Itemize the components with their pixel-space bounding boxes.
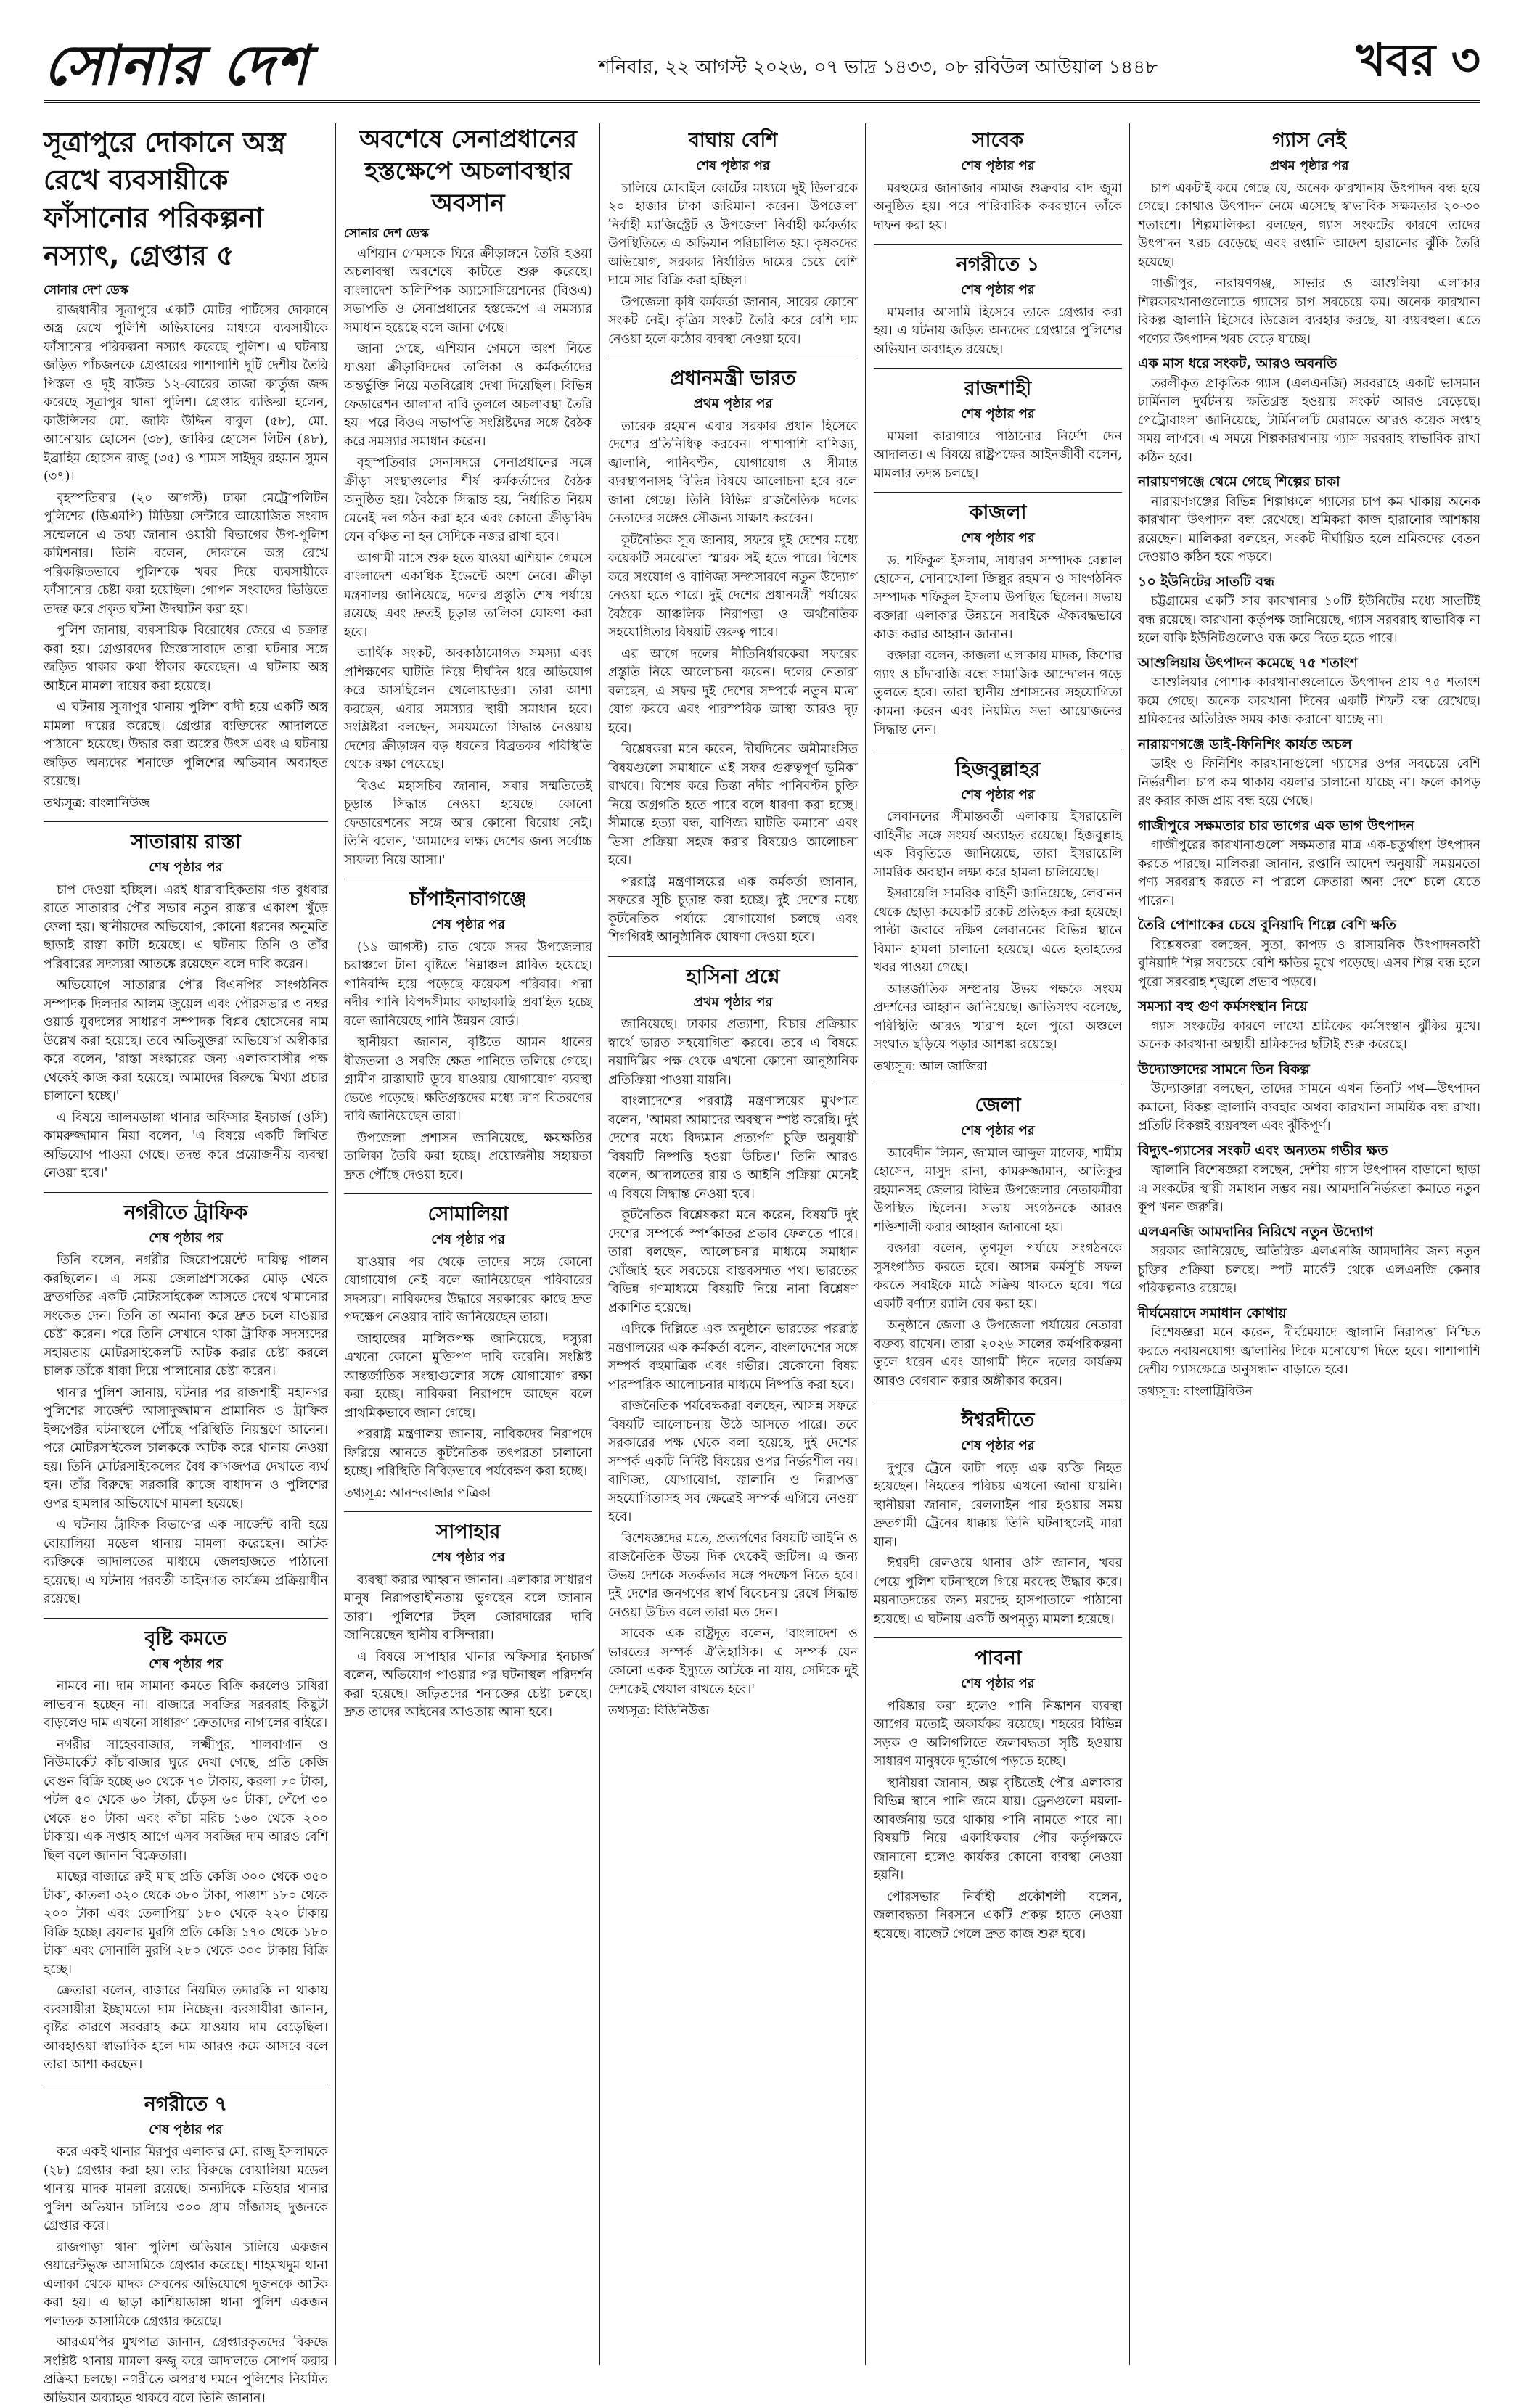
continuation-label: শেষ পৃষ্ঠার পর xyxy=(149,860,223,875)
paragraph: তারেক রহমান এবার সরকার প্রধান হিসেবে দেশের প্রতিনিধিত্ব করবেন। পাশাপাশি বাণিজ্য, জ্বালানি, পানিবণ্টন, যোগাযোগ ও সীমান্ত ব্যবস্থাপনাসহ বিভিন্ন বিষয়ে আলোচনা হবে বলে জানা গেছে। তিনি বিভিন্ন রাজনৈতিক দলের নেতাদের সঙ্গেও সৌজন্য সাক্ষাৎ করবেন। xyxy=(608,419,858,526)
continuation-label: শেষ পৃষ্ঠার পর xyxy=(961,786,1035,802)
paragraph: আবেদীন লিমন, জামাল আব্দুল মালেক, শামীম হোসেন, মাসুদ রানা, কামরুজ্জামান, আতিকুর রহমানসহ জেলার বিভিন্ন উপজেলার নেতাকর্মীরা উপস্থিত ছিলেন। সভায় সংগঠনকে আরও শক্তিশালী করার আহ্বান জানানো হয়। xyxy=(874,1146,1122,1235)
headline: সোমালিয়া xyxy=(427,1203,509,1225)
byline: সোনার দেশ ডেস্ক xyxy=(44,283,128,297)
column-3 xyxy=(608,123,858,2365)
paragraph: চট্টগ্রামের একটি সার কারখানার ১০টি ইউনিটের মধ্যে সাতটিই বন্ধ রয়েছে। কারখানা কর্তৃপক্ষ জানিয়েছে, গ্যাস সরবরাহ স্বাভাবিক না হলে বাকি ইউনিটগুলোও বন্ধ করে দিতে হতে পারে। xyxy=(1138,594,1480,646)
headline: পাবনা xyxy=(974,1647,1022,1669)
paragraph: চালিয়ে মোবাইল কোর্টের মাধ্যমে দুই ডিলারকে ২০ হাজার টাকা জরিমানা করেন। উপজেলা নির্বাহী ম্যাজিস্ট্রেট ও উপজেলা নির্বাহী কর্মকর্তার উপস্থিতিতে এ অভিযান পরিচালিত হয়। কৃষকদের অভিযোগ, সরকার নির্ধারিত দামের চেয়ে বেশি দামে সার বিক্রি করা হচ্ছিল। xyxy=(608,181,858,288)
continuation-label: শেষ পৃষ্ঠার পর xyxy=(696,158,770,173)
byline: সোনার দেশ ডেস্ক xyxy=(344,226,429,241)
paragraph: স্থানীয়রা জানান, বৃষ্টিতে আমন ধানের বীজতলা ও সবজি ক্ষেত পানিতে তলিয়ে গেছে। গ্রামীণ রাস্তাঘাট ডুবে যাওয়ায় যোগাযোগ ব্যবস্থা ভেঙে পড়েছে। ক্ষতিগ্রস্তদের মধ্যে ত্রাণ বিতরণের দাবি জানিয়েছেন তারা। xyxy=(344,1035,592,1124)
subheading: এলএনজি আমদানির নিরিখে নতুন উদ্যোগ xyxy=(1138,1223,1374,1240)
newspaper-logo: সোনার দেশ xyxy=(44,33,310,97)
continuation-label: প্রথম পৃষ্ঠার পর xyxy=(1269,158,1349,173)
paragraph: বিশ্লেষকরা বলছেন, সুতা, কাপড় ও রাসায়নিক উৎপাদনকারী বুনিয়াদি শিল্প সবচেয়ে বেশি ক্ষতির মুখে পড়েছে। এসব শিল্প বন্ধ হলে পুরো সরবরাহ শৃঙ্খলে প্রভাব পড়বে। xyxy=(1138,937,1480,990)
headline: নগরীতে ট্রাফিক xyxy=(123,1201,248,1224)
headline: জেলা xyxy=(975,1094,1021,1117)
paragraph: আরএমপির মুখপাত্র জানান, গ্রেপ্তারকৃতদের বিরুদ্ধে সংশ্লিষ্ট থানায় মামলা রুজু করে আদালতে সোপর্দ করার প্রক্রিয়া চলছে। নগরীতে অপরাধ দমনে পুলিশের নিয়মিত অভিযান অব্যাহত থাকবে বলে তিনি জানান। xyxy=(44,2335,328,2406)
paragraph: রাজধানীর সূত্রাপুরে একটি মোটর পার্টসের দোকানে অস্ত্র রেখে পুলিশি অভিযানের মাধ্যমে ব্যবসায়ীকে ফাঁসানোর পরিকল্পনা নস্যাৎ করেছে পুলিশ। এ ঘটনায় জড়িত পাঁচজনকে গ্রেপ্তারের পাশাপাশি দুটি দেশীয় তৈরি পিস্তল ও দুই রাউন্ড ১২-বোরের তাজা কার্তুজ জব্দ করেছে সূত্রাপুর থানা পুলিশ। গ্রেপ্তার ব্যক্তিরা হলেন, কাউন্সিলর মো. জাকি উদ্দিন বাবুল (৫৮), মো. আনোয়ার হোসেন (৩৮), জাকির হোসেন লিটন (৪৮), ইব্রাহিম হোসেন রাজু (৩৫) ও শামস সাইদুর রহমান সুমন (৩৭)। xyxy=(44,303,328,484)
column-4 xyxy=(874,123,1122,2365)
paragraph: জাহাজের মালিকপক্ষ জানিয়েছে, দস্যুরা এখনো কোনো মুক্তিপণ দাবি করেনি। সংশ্লিষ্ট আন্তর্জাতিক সংস্থাগুলোর সঙ্গে যোগাযোগ রক্ষা করা হচ্ছে। নাবিকরা নিরাপদে আছেন বলে প্রাথমিকভাবে জানা গেছে। xyxy=(344,1331,592,1421)
subheading: নারায়ণগঞ্জে থেমে গেছে শিল্পের চাকা xyxy=(1138,474,1340,490)
headline: বৃষ্টি কমতে xyxy=(144,1627,227,1650)
column-rule xyxy=(599,123,600,2365)
divider xyxy=(344,1511,592,1512)
headline: হাসিনা প্রশ্নে xyxy=(686,965,780,988)
paragraph: আশুলিয়ার পোশাক কারখানাগুলোতে উৎপাদন প্রায় ৭৫ শতাংশ কমে গেছে। অনেক কারখানা দিনের একটি শিফট বন্ধ রেখেছে। শ্রমিকদের অতিরিক্ত সময় কাজ করানো যাচ্ছে না। xyxy=(1138,675,1480,727)
headline: ঈশ্বরদীতে xyxy=(961,1409,1035,1431)
paragraph: আন্তর্জাতিক সম্প্রদায় উভয় পক্ষকে সংযম প্রদর্শনের আহ্বান জানিয়েছে। জাতিসংঘ বলেছে, পরিস্থিতি আরও খারাপ হলে পুরো অঞ্চলে সংঘাত ছড়িয়ে পড়ার আশঙ্কা রয়েছে। xyxy=(874,982,1122,1052)
paragraph: নগরীর সাহেববাজার, লক্ষ্মীপুর, শালবাগান ও নিউমার্কেট কাঁচাবাজার ঘুরে দেখা গেছে, প্রতি কেজি বেগুন বিক্রি হচ্ছে ৬০ থেকে ৭০ টাকায়, করলা ৮০ টাকা, পটল ৫০ থেকে ৬০ টাকা, ঢেঁড়স ৬০ টাকা, পেঁপে ৩০ থেকে ৪০ টাকা এবং কাঁচা মরিচ ১৬০ থেকে ২০০ টাকায়। এক সপ্তাহ আগে এসব সবজির দাম আরও বেশি ছিল বলে জানান বিক্রেতারা। xyxy=(44,1737,328,1863)
paragraph: মরহুমের জানাজার নামাজ শুক্রবার বাদ জুমা অনুষ্ঠিত হয়। পরে পারিবারিক কবরস্থানে তাঁকে দাফন করা হয়। xyxy=(874,181,1122,233)
paragraph: থানার পুলিশ জানায়, ঘটনার পর রাজশাহী মহানগর পুলিশের সার্জেন্ট আসাদুজ্জামান প্রামানিক ও ট্রাফিক ইন্সপেক্টর ঘটনাস্থলে পৌঁছে পরিস্থিতি নিয়ন্ত্রণে আনেন। পরে মোটরসাইকেল চালককে আটক করে থানায় নেওয়া হয়। তিনি মোটরসাইকেলের বৈধ কাগজপত্র দেখাতে ব্যর্থ হন। তাঁর বিরুদ্ধে সরকারি কাজে বাধাদান ও পুলিশের ওপর হামলার অভিযোগে মামলা হয়েছে। xyxy=(44,1385,328,1511)
paragraph: উপজেলা কৃষি কর্মকর্তা জানান, সারের কোনো সংকট নেই। কৃত্রিম সংকট তৈরি করে বেশি দাম নেওয়া হলে কঠোর ব্যবস্থা নেওয়া হবে। xyxy=(608,295,858,347)
divider xyxy=(44,1192,328,1193)
source-credit: তথ্যসূত্র: আনন্দবাজার পত্রিকা xyxy=(344,1485,491,1500)
paragraph: বক্তারা বলেন, তৃণমূল পর্যায়ে সংগঠনকে সুসংগঠিত করতে হবে। আসন্ন কর্মসূচি সফল করতে সবাইকে মাঠে সক্রিয় থাকতে হবে। পরে একটি বর্ণাঢ্য র‌্যালি বের করা হয়। xyxy=(874,1241,1122,1312)
paragraph: এশিয়ান গেমসকে ঘিরে ক্রীড়াঙ্গনে তৈরি হওয়া অচলাবস্থা অবশেষে কাটতে শুরু করেছে। বাংলাদেশ অলিম্পিক অ্যাসোসিয়েশনের (বিওএ) সভাপতি ও সেনাপ্রধানের হস্তক্ষেপে এ সমস্যার সমাধান হয়েছে বলে জানা গেছে। xyxy=(344,246,592,335)
column-rule xyxy=(1129,123,1130,2365)
paragraph: পররাষ্ট্র মন্ত্রণালয়ের এক কর্মকর্তা জানান, সফরের সূচি চূড়ান্ত করা হচ্ছে। দুই দেশের মধ্যে কূটনৈতিক পর্যায়ে যোগাযোগ চলছে এবং শিগগিরই আনুষ্ঠানিক ঘোষণা দেওয়া হবে। xyxy=(608,874,858,945)
headline: রাজশাহী xyxy=(964,377,1032,400)
headline: সাবেক xyxy=(972,129,1024,152)
divider xyxy=(608,956,858,957)
paragraph: অভিযোগে সাতারার পৌর বিএনপির সাংগঠনিক সম্পাদক দিলদার আলম জুয়েল এবং পৌরসভার ৩ নম্বর ওয়ার্ড যুবদলের সাধারণ সম্পাদক বিপ্লব হোসেনের নাম উল্লেখ করা হয়েছে। তবে অভিযুক্তরা অভিযোগ অস্বীকার করে বলেন, 'রাস্তা সংস্কারের জন্য এলাকাবাসীর পক্ষ থেকেই কাজ করা হয়েছে। আমাদের বিরুদ্ধে মিথ্যা প্রচার চালানো হচ্ছে।' xyxy=(44,978,328,1104)
column-rule xyxy=(335,123,336,2365)
continuation-label: শেষ পৃষ্ঠার পর xyxy=(961,406,1035,422)
section-label: খবর ৩ xyxy=(1356,33,1480,86)
column-2 xyxy=(344,123,592,2365)
divider xyxy=(44,821,328,822)
headline: নগরীতে ১ xyxy=(956,253,1040,276)
headline: নগরীতে ৭ xyxy=(144,2092,228,2116)
paragraph: নারায়ণগঞ্জের বিভিন্ন শিল্পাঞ্চলে গ্যাসের চাপ কম থাকায় অনেক কারখানা উৎপাদন বন্ধ রেখেছে। শ্রমিকরা কাজ হারানোর আশঙ্কায় রয়েছেন। মালিকরা বলছেন, সংকট দীর্ঘায়িত হলে শ্রমিকদের বেতন দেওয়াও কঠিন হয়ে পড়বে। xyxy=(1138,494,1480,564)
paragraph: নামবে না। দাম সামান্য কমতে বিক্রি করলেও চাষিরা লাভবান হচ্ছেন না। বাজারে সবজির সরবরাহ কিছুটা বাড়লেও দাম এখনো সাধারণ ক্রেতাদের নাগালের বাইরে। xyxy=(44,1679,328,1730)
headline: বাঘায় বেশি xyxy=(688,129,778,152)
paragraph: জানা গেছে, এশিয়ান গেমসে অংশ নিতে যাওয়া ক্রীড়াবিদদের তালিকা ও কর্মকর্তাদের অন্তর্ভুক্তি নিয়ে মতবিরোধ দেখা দিয়েছিল। বিভিন্ন ফেডারেশন আলাদা দাবি তুললে অচলাবস্থা তৈরি হয়। পরে বিওএ সভাপতি সংশ্লিষ্টদের সঙ্গে বৈঠক করে সমস্যার সমাধান করেন। xyxy=(344,342,592,449)
paragraph: তরলীকৃত প্রাকৃতিক গ্যাস (এলএনজি) সরবরাহে একটি ভাসমান টার্মিনাল দুর্ঘটনায় ক্ষতিগ্রস্ত হওয়ায় সংকট আরও বেড়েছে। পেট্রোবাংলা জানিয়েছে, টার্মিনালটি মেরামতে আরও কয়েক সপ্তাহ সময় লাগবে। এ সময়ে শিল্পকারখানায় গ্যাস সরবরাহ স্বাভাবিক রাখা কঠিন হবে। xyxy=(1138,376,1480,465)
paragraph: এ ঘটনায় ট্রাফিক বিভাগের এক সার্জেন্ট বাদী হয়ে বোয়ালিয়া মডেল থানায় মামলা করেছেন। আটক ব্যক্তিকে আদালতের মাধ্যমে জেলহাজতে পাঠানো হয়েছে। এ ঘটনায় পরবর্তী আইনগত কার্যক্রম প্রক্রিয়াধীন রয়েছে। xyxy=(44,1518,328,1606)
source-credit: তথ্যসূত্র: বিডিনিউজ xyxy=(608,1704,709,1718)
source-credit: তথ্যসূত্র: আল জাজিরা xyxy=(874,1059,987,1074)
divider xyxy=(874,368,1122,369)
continuation-label: শেষ পৃষ্ঠার পর xyxy=(961,1438,1035,1453)
paragraph: ব্যবস্থা করার আহ্বান জানান। এলাকার সাধারণ মানুষ নিরাপত্তাহীনতায় ভুগছেন বলে জানান তারা। পুলিশের টহল জোরদারের দাবি জানিয়েছেন স্থানীয় বাসিন্দারা। xyxy=(344,1572,592,1643)
subheading: আশুলিয়ায় উৎপাদন কমেছে ৭৫ শতাংশ xyxy=(1138,654,1358,671)
paragraph: এ বিষয়ে সাপাহার থানার অফিসার ইনচার্জ বলেন, অভিযোগ পাওয়ার পর ঘটনাস্থল পরিদর্শন করা হয়েছে। জড়িতদের শনাক্তের চেষ্টা চলছে। দ্রুত তাদের আইনের আওতায় আনা হবে। xyxy=(344,1649,592,1719)
continuation-label: শেষ পৃষ্ঠার পর xyxy=(961,1676,1035,1691)
continuation-label: শেষ পৃষ্ঠার পর xyxy=(149,2121,223,2137)
continuation-label: শেষ পৃষ্ঠার পর xyxy=(961,282,1035,297)
continuation-label: শেষ পৃষ্ঠার পর xyxy=(961,1123,1035,1138)
paragraph: রাজপাড়া থানা পুলিশ অভিযান চালিয়ে একজন ওয়ারেন্টভুক্ত আসামিকে গ্রেপ্তার করেছে। শাহমখদুম থানা এলাকা থেকে মাদক সেবনের অভিযোগে দুজনকে আটক করা হয়। এ ছাড়া কাশিয়াডাঙ্গা থানা পুলিশ একজন পলাতক আসামিকে গ্রেপ্তার করেছে। xyxy=(44,2240,328,2329)
subheading: নারায়ণগঞ্জে ডাই-ফিনিশিং কার্যত অচল xyxy=(1138,736,1352,752)
source-credit: তথ্যসূত্র: বাংলাট্রিবিউন xyxy=(1138,1384,1253,1399)
subheading: দীর্ঘমেয়াদে সমাধান কোথায় xyxy=(1138,1304,1287,1321)
continuation-label: শেষ পৃষ্ঠার পর xyxy=(431,1550,505,1565)
headline: সাপাহার xyxy=(435,1521,501,1543)
headline: অবশেষে সেনাপ্রধানের হস্তক্ষেপে অচলাবস্থার অবসান xyxy=(359,125,577,218)
paragraph: লেবাননের সীমান্তবর্তী এলাকায় ইসরায়েলি বাহিনীর সঙ্গে সংঘর্ষ অব্যাহত রয়েছে। হিজবুল্লাহ এক বিবৃতিতে জানিয়েছে, তারা ইসরায়েলি সামরিক অবস্থান লক্ষ্য করে হামলা চালিয়েছে। xyxy=(874,810,1122,880)
paragraph: গাজীপুরের কারখানাগুলো সক্ষমতার মাত্র এক-চতুর্থাংশ উৎপাদন করতে পারছে। মালিকরা জানান, রপ্তানি আদেশ অনুযায়ী সময়মতো পণ্য সরবরাহ করতে না পারলে ক্রেতারা অন্য দেশে চলে যেতে পারেন। xyxy=(1138,838,1480,908)
paragraph: বাংলাদেশের পররাষ্ট্র মন্ত্রণালয়ের মুখপাত্র বলেন, 'আমরা আমাদের অবস্থান স্পষ্ট করেছি। দুই দেশের মধ্যে বিদ্যমান প্রত্যর্পণ চুক্তি অনুযায়ী বিষয়টি নিষ্পত্তি হওয়া উচিত।' তিনি আরও বলেন, আদালতের রায় ও আইনি প্রক্রিয়া মেনেই এ বিষয়ে সিদ্ধান্ত নেওয়া হবে। xyxy=(608,1094,858,1201)
headline: চাঁপাইনাবাগঞ্জে xyxy=(409,888,527,911)
subheading: এক মাস ধরে সংকট, আরও অবনতি xyxy=(1138,356,1337,371)
continuation-label: শেষ পৃষ্ঠার পর xyxy=(961,158,1035,173)
paragraph: কূটনৈতিক সূত্র জানায়, সফরে দুই দেশের মধ্যে কয়েকটি সমঝোতা স্মারক সই হতে পারে। বিশেষ করে সংযোগ ও বাণিজ্য সম্প্রসারণে নতুন উদ্যোগ নেওয়া হতে পারে। দুই দেশের প্রধানমন্ত্রী পর্যায়ের বৈঠকে আঞ্চলিক নিরাপত্তা ও অর্থনৈতিক সহযোগিতার বিষয়টি গুরুত্ব পাবে। xyxy=(608,533,858,640)
paragraph: উপজেলা প্রশাসন জানিয়েছে, ক্ষয়ক্ষতির তালিকা তৈরি করা হচ্ছে। প্রয়োজনীয় সহায়তা দ্রুত পৌঁছে দেওয়া হবে। xyxy=(344,1130,592,1183)
paragraph: বিওএ মহাসচিব জানান, সবার সম্মতিতেই চূড়ান্ত সিদ্ধান্ত নেওয়া হয়েছে। কোনো ফেডারেশনের সঙ্গে আর কোনো বিরোধ নেই। তিনি বলেন, 'আমাদের লক্ষ্য দেশের জন্য সর্বোচ্চ সাফল্য নিয়ে আসা।' xyxy=(344,778,592,868)
paragraph: বক্তারা বলেন, কাজলা এলাকায় মাদক, কিশোর গ্যাং ও চাঁদাবাজি বন্ধে সামাজিক আন্দোলন গড়ে তুলতে হবে। তারা স্থানীয় প্রশাসনের সহযোগিতা কামনা করেন এবং নিয়মিত সভা আয়োজনের সিদ্ধান্ত নেন। xyxy=(874,649,1122,737)
paragraph: সরকার জানিয়েছে, অতিরিক্ত এলএনজি আমদানির জন্য নতুন চুক্তির প্রক্রিয়া চলছে। স্পট মার্কেট থেকে এলএনজি কেনার পরিকল্পনাও রয়েছে। xyxy=(1138,1244,1480,1296)
subheading: তৈরি পোশাকের চেয়ে বুনিয়াদি শিল্পে বেশি ক্ষতি xyxy=(1138,917,1396,933)
continuation-label: শেষ পৃষ্ঠার পর xyxy=(431,1232,505,1247)
continuation-label: শেষ পৃষ্ঠার পর xyxy=(961,530,1035,546)
paragraph: এ বিষয়ে আলমডাঙ্গা থানার অফিসার ইনচার্জ (ওসি) কামরুজ্জামান মিয়া বলেন, 'এ বিষয়ে একটি লিখিত অভিযোগ পাওয়া গেছে। তদন্ত করে প্রয়োজনীয় ব্যবস্থা নেওয়া হবে।' xyxy=(44,1110,328,1180)
paragraph: ডাইং ও ফিনিশিং কারখানাগুলো গ্যাসের ওপর সবচেয়ে বেশি নির্ভরশীল। চাপ কম থাকায় বয়লার চালানো যাচ্ছে না। ফলে কাপড় রং করার কাজ প্রায় বন্ধ হয়ে গেছে। xyxy=(1138,757,1480,808)
paragraph: বিশেষজ্ঞরা মনে করেন, দীর্ঘমেয়াদে জ্বালানি নিরাপত্তা নিশ্চিত করতে নবায়নযোগ্য জ্বালানির দিকে মনোযোগ দিতে হবে। পাশাপাশি দেশীয় গ্যাসক্ষেত্রে অনুসন্ধান বাড়াতে হবে। xyxy=(1138,1326,1480,1377)
paragraph: অনুষ্ঠানে জেলা ও উপজেলা পর্যায়ের নেতারা বক্তব্য রাখেন। তারা ২০২৬ সালের কর্মপরিকল্পনা তুলে ধরেন এবং আগামী দিনে দলের কার্যক্রম আরও বেগবান করার অঙ্গীকার করেন। xyxy=(874,1318,1122,1389)
paragraph: করে একই থানার মিরপুর এলাকার মো. রাজু ইসলামকে (২৮) গ্রেপ্তার করা হয়। তার বিরুদ্ধে বোয়ালিয়া মডেল থানায় মাদক মামলা রয়েছে। অন্যদিকে মতিহার থানার পুলিশ অভিযান চালিয়ে ৩০০ গ্রাম গাঁজাসহ দুজনকে গ্রেপ্তার করে। xyxy=(44,2145,328,2233)
paragraph: বৃহস্পতিবার (২০ আগস্ট) ঢাকা মেট্রোপলিটন পুলিশের (ডিএমপি) মিডিয়া সেন্টারে আয়োজিত সংবাদ সম্মেলনে এ তথ্য জানান ওয়ারী বিভাগের উপ-পুলিশ কমিশনার। তিনি বলেন, দোকানে অস্ত্র রেখে পরিকল্পিতভাবে পুলিশকে খবর দিয়ে ব্যবসায়ীকে ফাঁসানোর চেষ্টা করা হয়েছিল। গোপন সংবাদের ভিত্তিতে তদন্ত করে প্রকৃত ঘটনা উদঘাটন করা হয়। xyxy=(44,490,328,617)
paragraph: বিশেষজ্ঞদের মতে, প্রত্যর্পণের বিষয়টি আইনি ও রাজনৈতিক উভয় দিক থেকেই জটিল। এ জন্য উভয় দেশকে সতর্কতার সঙ্গে পদক্ষেপ নিতে হবে। দুই দেশের জনগণের স্বার্থ বিবেচনায় রেখে সিদ্ধান্ত নেওয়া উচিত বলে তারা মত দেন। xyxy=(608,1531,858,1620)
paragraph: মামলার আসামি হিসেবে তাকে গ্রেপ্তার করা হয়। এ ঘটনায় জড়িত অন্যদের গ্রেপ্তারে পুলিশের অভিযান অব্যাহত রয়েছে। xyxy=(874,305,1122,357)
paragraph: এদিকে দিল্লিতে এক অনুষ্ঠানে ভারতের পররাষ্ট্র মন্ত্রণালয়ের এক কর্মকর্তা বলেন, বাংলাদেশের সঙ্গে সম্পর্ক বহুমাত্রিক এবং গভীর। যেকোনো বিষয় পারস্পরিক আলোচনার মাধ্যমে নিষ্পত্তি করা হবে। xyxy=(608,1322,858,1392)
continuation-label: শেষ পৃষ্ঠার পর xyxy=(149,1656,223,1672)
paragraph: দুপুরে ট্রেনে কাটা পড়ে এক ব্যক্তি নিহত হয়েছেন। নিহতের পরিচয় এখনো জানা যায়নি। স্থানীয়রা জানান, রেললাইন পার হওয়ার সময় দ্রুতগামী ট্রেনের ধাক্কায় তিনি ঘটনাস্থলেই মারা যান। xyxy=(874,1460,1122,1550)
continuation-label: শেষ পৃষ্ঠার পর xyxy=(431,917,505,932)
column-1 xyxy=(44,123,328,2406)
paragraph: পরিষ্কার করা হলেও পানি নিষ্কাশন ব্যবস্থা আগের মতোই অকার্যকর রয়েছে। শহরের বিভিন্ন সড়ক ও অলিগলিতে জলাবদ্ধতা সৃষ্টি হওয়ায় সাধারণ মানুষকে দুর্ভোগে পড়তে হচ্ছে। xyxy=(874,1698,1122,1769)
column-rule xyxy=(865,123,866,2365)
paragraph: ক্রেতারা বলেন, বাজারে নিয়মিত তদারকি না থাকায় ব্যবসায়ীরা ইচ্ছামতো দাম নিচ্ছেন। ব্যবসায়ীরা জানান, বৃষ্টির কারণে সরবরাহ কমে যাওয়ায় দাম বেড়েছিল। আবহাওয়া স্বাভাবিক হলে দাম আরও কমে আসবে বলে তারা আশা করছেন। xyxy=(44,1984,328,2072)
paragraph: সাবেক এক রাষ্ট্রদূত বলেন, 'বাংলাদেশ ও ভারতের সম্পর্ক ঐতিহাসিক। এ সম্পর্ক যেন কোনো একক ইস্যুতে আটকে না যায়, সেদিকে দুই দেশকেই খেয়াল রাখতে হবে।' xyxy=(608,1627,858,1697)
paragraph: বিশ্লেষকরা মনে করেন, দীর্ঘদিনের অমীমাংসিত বিষয়গুলো সমাধানে এই সফর গুরুত্বপূর্ণ ভূমিকা রাখবে। বিশেষ করে তিস্তা নদীর পানিবণ্টন চুক্তি নিয়ে অগ্রগতি হতে পারে বলে ধারণা করা হচ্ছে। সীমান্তে হত্যা বন্ধ, বাণিজ্য ঘাটতি কমানো এবং ভিসা প্রক্রিয়া সহজ করার বিষয়েও আলোচনা হবে। xyxy=(608,742,858,868)
paragraph: জ্বালানি বিশেষজ্ঞরা বলছেন, দেশীয় গ্যাস উৎপাদন বাড়ানো ছাড়া এ সংকটের স্থায়ী সমাধান সম্ভব নয়। আমদানিনির্ভরতা কমাতে নতুন কূপ খনন জরুরি। xyxy=(1138,1163,1480,1215)
paragraph: ঈশ্বরদী রেলওয়ে থানার ওসি জানান, খবর পেয়ে পুলিশ ঘটনাস্থলে গিয়ে মরদেহ উদ্ধার করে। ময়নাতদন্তের জন্য মরদেহ হাসপাতালে পাঠানো হয়েছে। এ ঘটনায় একটি অপমৃত্যু মামলা হয়েছে। xyxy=(874,1556,1122,1627)
paragraph: রাজনৈতিক পর্যবেক্ষকরা বলছেন, আসন্ন সফরে বিষয়টি আলোচনায় উঠে আসতে পারে। তবে সরকারের পক্ষ থেকে বলা হয়েছে, দুই দেশের সম্পর্ক একটি নির্দিষ্ট বিষয়ের ওপর নির্ভরশীল নয়। বাণিজ্য, যোগাযোগ, জ্বালানি ও নিরাপত্তা সহযোগিতাসহ সব ক্ষেত্রেই সম্পর্ক এগিয়ে নেওয়া হবে। xyxy=(608,1399,858,1524)
paragraph: এ ঘটনায় সূত্রাপুর থানায় পুলিশ বাদী হয়ে একটি অস্ত্র মামলা দায়ের করেছে। গ্রেপ্তার ব্যক্তিদের আদালতে পাঠানো হয়েছে। উদ্ধার করা অস্ত্রের উৎস এবং এ ঘটনায় জড়িত অন্যদের শনাক্তে পুলিশের অভিযান অব্যাহত রয়েছে। xyxy=(44,700,328,789)
paragraph: গ্যাস সংকটের কারণে লাখো শ্রমিকের কর্মসংস্থান ঝুঁকির মুখে। অনেক কারখানা অস্থায়ী শ্রমিকদের ছাঁটাই শুরু করেছে। xyxy=(1138,1019,1480,1052)
headline: সূত্রাপুরে দোকানে অস্ত্র রেখে ব্যবসায়ীকে ফাঁসানোর পরিকল্পনা নস্যাৎ, গ্রেপ্তার ৫ xyxy=(44,126,286,271)
continuation-label: প্রথম পৃষ্ঠার পর xyxy=(693,396,773,411)
paragraph: এর আগে দলের নীতিনির্ধারকেরা সফরের প্রস্তুতি নিয়ে আলোচনা করেন। দলের নেতারা বলছেন, এ সফর দুই দেশের সম্পর্কে নতুন মাত্রা যোগ করবে এবং পারস্পরিক আস্থা আরও দৃঢ় হবে। xyxy=(608,646,858,736)
paragraph: চাপ দেওয়া হচ্ছিল। এরই ধারাবাহিকতায় গত বুধবার রাতে সাতারার পৌর সভার নতুন রাস্তার একাংশ খুঁড়ে ফেলা হয়। স্থানীয়দের অভিযোগ, কোনো ধরনের অনুমতি ছাড়াই রাস্তা কাটা হয়েছে। এ ঘটনায় তিনি ও তাঁর পরিবারের সদস্যরা আতঙ্কে রয়েছেন বলে দাবি করেন। xyxy=(44,882,328,971)
divider xyxy=(874,1637,1122,1638)
paragraph: ড. শফিকুল ইসলাম, সাধারণ সম্পাদক বেল্লাল হোসেন, সোনাখোলা জিল্লুর রহমান ও সাংগঠনিক সম্পাদক শফিকুল ইসলাম উপস্থিত ছিলেন। সভায় বক্তারা এলাকার উন্নয়নে সবাইকে ঐক্যবদ্ধভাবে কাজ করার আহ্বান জানান। xyxy=(874,553,1122,642)
paragraph: আগামী মাসে শুরু হতে যাওয়া এশিয়ান গেমসে বাংলাদেশ একাধিক ইভেন্টে অংশ নেবে। ক্রীড়া মন্ত্রণালয় জানিয়েছে, দলের প্রস্তুতি শেষ পর্যায়ে রয়েছে এবং দ্রুতই চূড়ান্ত তালিকা ঘোষণা করা হবে। xyxy=(344,551,592,640)
paragraph: পররাষ্ট্র মন্ত্রণালয় জানায়, নাবিকদের নিরাপদে ফিরিয়ে আনতে কূটনৈতিক তৎপরতা চালানো হচ্ছে। পরিস্থিতি নিবিড়ভাবে পর্যবেক্ষণ করা হচ্ছে। xyxy=(344,1427,592,1479)
source-credit: তথ্যসূত্র: বাংলানিউজ xyxy=(44,795,150,810)
continuation-label: শেষ পৃষ্ঠার পর xyxy=(149,1230,223,1246)
headline: প্রধানমন্ত্রী ভারত xyxy=(670,367,796,390)
paragraph: মাছের বাজারে রুই মাছ প্রতি কেজি ৩০০ থেকে ৩৫০ টাকা, কাতলা ৩২০ থেকে ৩৮০ টাকা, পাঙাশ ১৮০ থেকে ২০০ টাকা এবং তেলাপিয়া ১৮০ থেকে ২২০ টাকায় বিক্রি হচ্ছে। ব্রয়লার মুরগি প্রতি কেজি ১৭০ থেকে ১৮০ টাকা এবং সোনালি মুরগি ২৮০ থেকে ৩০০ টাকায় বিক্রি হচ্ছে। xyxy=(44,1870,328,1977)
date-line: শনিবার, ২২ আগস্ট ২০২৬, ০৭ ভাদ্র ১৪৩৩, ০৮ রবিউল আউয়াল ১৪৪৮ xyxy=(599,57,1158,78)
subheading: উদ্যোক্তাদের সামনে তিন বিকল্প xyxy=(1138,1061,1310,1077)
subheading: সমস্যা বহু গুণ কর্মসংস্থান নিয়ে xyxy=(1138,998,1308,1014)
headline: হিজবুল্লাহর xyxy=(955,757,1041,781)
divider xyxy=(874,244,1122,245)
subheading: গাজীপুরে সক্ষমতার চার ভাগের এক ভাগ উৎপাদন xyxy=(1138,817,1414,834)
headline: কাজলা xyxy=(969,501,1027,524)
paragraph: যাওয়ার পর থেকে তাদের সঙ্গে কোনো যোগাযোগ নেই বলে জানিয়েছেন পরিবারের সদস্যরা। নাবিকদের উদ্ধারে সরকারের কাছে দ্রুত পদক্ষেপ নেওয়ার দাবি জানিয়েছেন তারা। xyxy=(344,1254,592,1325)
paragraph: বৃহস্পতিবার সেনাসদরে সেনাপ্রধানের সঙ্গে ক্রীড়া সংস্থাগুলোর শীর্ষ কর্মকর্তাদের বৈঠক অনুষ্ঠিত হয়। বৈঠকে সিদ্ধান্ত হয়, নির্ধারিত নিয়ম মেনেই দল গঠন করা হবে এবং কোনো ক্রীড়াবিদ যেন বঞ্চিত না হন সেদিকে নজর রাখা হবে। xyxy=(344,456,592,544)
paragraph: ইসরায়েলি সামরিক বাহিনী জানিয়েছে, লেবানন থেকে ছোড়া কয়েকটি রকেট প্রতিহত করা হয়েছে। পাল্টা জবাবে দক্ষিণ লেবাননের বিভিন্ন স্থানে বিমান হামলা চালানো হয়েছে। এতে হতাহতের খবর পাওয়া গেছে। xyxy=(874,887,1122,975)
headline: গ্যাস নেই xyxy=(1272,129,1346,152)
paragraph: চাপ একটাই কমে গেছে যে, অনেক কারখানায় উৎপাদন বন্ধ হয়ে গেছে। কোথাও উৎপাদন নেমে এসেছে স্বাভাবিক সক্ষমতার ২০-৩০ শতাংশে। শিল্পমালিকরা বলছেন, গ্যাস সংকটের কারণে তাদের উৎপাদন খরচ বেড়েছে এবং রপ্তানি আদেশ হারানোর ঝুঁকি তৈরি হয়েছে। xyxy=(1138,181,1480,270)
paragraph: উদ্যোক্তারা বলছেন, তাদের সামনে এখন তিনটি পথ—উৎপাদন কমানো, বিকল্প জ্বালানি ব্যবহার অথবা কারখানা সাময়িক বন্ধ রাখা। প্রতিটি বিকল্পই ব্যয়বহুল এবং ঝুঁকিপূর্ণ। xyxy=(1138,1082,1480,1133)
divider xyxy=(874,492,1122,493)
paragraph: গাজীপুর, নারায়ণগঞ্জ, সাভার ও আশুলিয়া এলাকার শিল্পকারখানাগুলোতে গ্যাসের চাপ সবচেয়ে কম। অনেক কারখানা বিকল্প জ্বালানি হিসেবে ডিজেল ব্যবহার করছে, যা ব্যয়বহুল। এতে পণ্যের উৎপাদন খরচ বেড়ে যাচ্ছে। xyxy=(1138,276,1480,347)
subheading: ১০ ইউনিটের সাতটি বন্ধ xyxy=(1138,573,1275,590)
paragraph: পৌরসভার নির্বাহী প্রকৌশলী বলেন, জলাবদ্ধতা নিরসনে একটি প্রকল্প হাতে নেওয়া হয়েছে। বাজেট পেলে দ্রুত কাজ শুরু হবে। xyxy=(874,1889,1122,1941)
subheading: বিদ্যুৎ-গ্যাসের সংকট এবং অন্যতম গভীর ক্ষত xyxy=(1138,1142,1388,1159)
paragraph: তিনি বলেন, নগরীর জিরোপয়েন্টে দায়িত্ব পালন করছিলেন। এ সময় জেলাপ্রশাসকের মোড় থেকে দ্রুতগতির একটি মোটরসাইকেল আসতে দেখে থামানোর সংকেত দেন। তিনি তা অমান্য করে দ্রুত চলে যাওয়ার চেষ্টা করেন। পরে তিনি সেখানে থাকা ট্রাফিক সদস্যদের সহায়তায় মোটরসাইকেলটি আটক করার চেষ্টা করলে চালক তাঁকে ধাক্কা দিয়ে পালানোর চেষ্টা করেন। xyxy=(44,1253,328,1378)
paragraph: (১৯ আগস্ট) রাত থেকে সদর উপজেলার চরাঞ্চলে টানা বৃষ্টিতে নিম্নাঞ্চল প্লাবিত হয়েছে। পানিবন্দি হয়ে পড়েছে কয়েকশ পরিবার। পদ্মা নদীর পানি বিপদসীমার কাছাকাছি প্রবাহিত হচ্ছে বলে জানিয়েছে পানি উন্নয়ন বোর্ড। xyxy=(344,940,592,1029)
divider xyxy=(344,1193,592,1194)
masthead xyxy=(44,20,1480,103)
divider xyxy=(44,1618,328,1619)
headline: সাতারায় রাস্তা xyxy=(131,831,241,853)
column-5 xyxy=(1138,123,1480,2365)
continuation-label: প্রথম পৃষ্ঠার পর xyxy=(693,994,773,1010)
paragraph: জানিয়েছে। ঢাকার প্রত্যাশা, বিচার প্রক্রিয়ার স্বার্থে ভারত সহযোগিতা করবে। তবে এ বিষয়ে নয়াদিল্লির পক্ষ থেকে এখনো কোনো আনুষ্ঠানিক প্রতিক্রিয়া পাওয়া যায়নি। xyxy=(608,1017,858,1088)
paragraph: মামলা কারাগারে পাঠানোর নির্দেশ দেন আদালত। এ বিষয়ে রাষ্ট্রপক্ষের আইনজীবী বলেন, মামলার তদন্ত চলছে। xyxy=(874,429,1122,481)
paragraph: আর্থিক সংকট, অবকাঠামোগত সমস্যা এবং প্রশিক্ষণের ঘাটতি নিয়ে দীর্ঘদিন ধরে অভিযোগ করে আসছিলেন খেলোয়াড়রা। তারা আশা করছেন, এবার সমস্যার স্থায়ী সমাধান হবে। সংশ্লিষ্টরা বলছেন, সময়মতো সিদ্ধান্ত নেওয়ায় দেশের ক্রীড়াঙ্গন বড় ধরনের বিব্রতকর পরিস্থিতি থেকে রক্ষা পেয়েছে। xyxy=(344,646,592,772)
paragraph: পুলিশ জানায়, ব্যবসায়িক বিরোধের জেরে এ চক্রান্ত করা হয়। গ্রেপ্তারদের জিজ্ঞাসাবাদে তারা ঘটনার সঙ্গে জড়িত থাকার কথা স্বীকার করেছেন। এ ঘটনায় অস্ত্র আইনে মামলা দায়ের করা হয়েছে। xyxy=(44,623,328,694)
paragraph: স্থানীয়রা জানান, অল্প বৃষ্টিতেই পৌর এলাকার বিভিন্ন স্থানে পানি জমে যায়। ড্রেনগুলো ময়লা-আবর্জনায় ভরে থাকায় পানি নামতে পারে না। বিষয়টি নিয়ে একাধিকবার পৌর কর্তৃপক্ষকে জানানো হলেও কার্যকর কোনো ব্যবস্থা নেওয়া হয়নি। xyxy=(874,1775,1122,1883)
paragraph: কূটনৈতিক বিশ্লেষকরা মনে করেন, বিষয়টি দুই দেশের সম্পর্কে স্পর্শকাতর প্রভাব ফেলতে পারে। তারা বলছেন, আলোচনার মাধ্যমে সমাধান খোঁজাই হবে সবচেয়ে বাস্তবসম্মত পথ। ভারতের বিভিন্ন গণমাধ্যমে বিষয়টি নিয়ে নানা বিশ্লেষণ প্রকাশিত হয়েছে। xyxy=(608,1208,858,1315)
